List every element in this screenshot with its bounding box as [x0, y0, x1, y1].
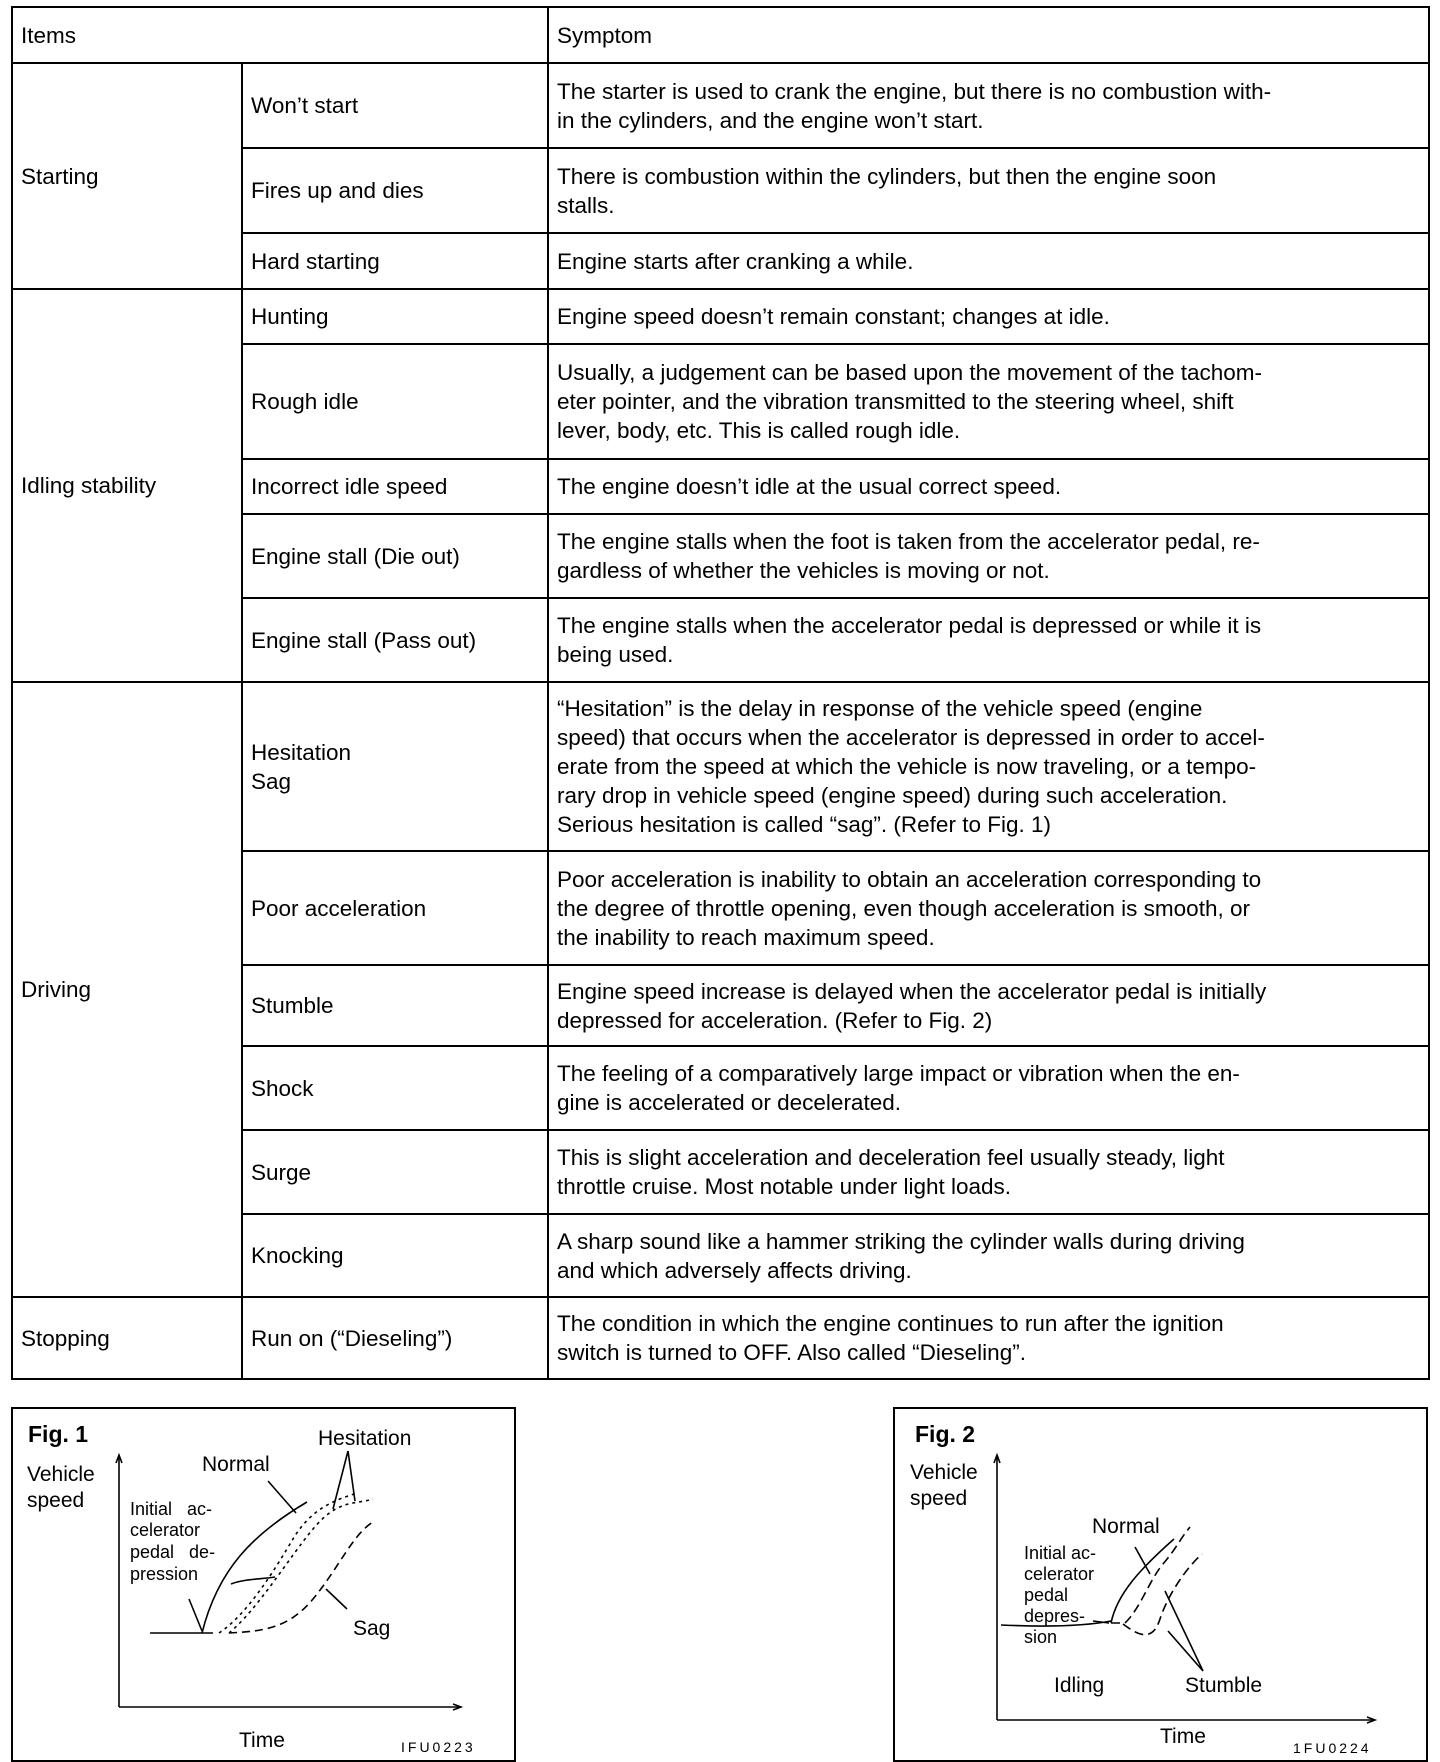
fig2-initial-line5: sion [1024, 1627, 1058, 1647]
item-cell: Knocking [242, 1214, 548, 1297]
table-header-row [12, 7, 1429, 63]
fig1-normal-pointer [268, 1481, 296, 1513]
fig1-hesitation-label: Hesitation [318, 1427, 412, 1450]
item-cell: Fires up and dies [242, 148, 548, 233]
fig1-initial-leader [231, 1577, 275, 1584]
item-cell: Surge [242, 1130, 548, 1214]
symptom-cell: The engine doesn’t idle at the usual correct speed. [548, 459, 1429, 514]
fig2-normal-label: Normal [1092, 1515, 1160, 1538]
category-cell: Stopping [12, 1297, 242, 1379]
symptom-cell: “Hesitation” is the delay in response of the vehicle speed (engine speed) that occurs when the accelerator is depressed in order to accel- erate from the speed at which the vehicle is now traveling, or a tempo- rary drop in vehicle speed (engine speed) during such acceleration. Serious hesitation is called “sag”. (Refer to Fig. 1) [548, 682, 1429, 851]
fig1-ylabel-line1: Vehicle [27, 1463, 95, 1486]
symptom-cell: Engine speed increase is delayed when the accelerator pedal is initially depressed for acceleration. (Refer to Fig. 2) [548, 965, 1429, 1046]
item-cell: Shock [242, 1046, 548, 1130]
fig1-title: Fig. 1 [28, 1421, 89, 1447]
figure-1-diagram [13, 1409, 514, 1760]
fig2-initial-line2: celerator [1024, 1564, 1095, 1584]
fig1-sag-curve [229, 1522, 373, 1633]
table-row [12, 1297, 1429, 1379]
fig2-stumble-curve-2 [1123, 1554, 1202, 1635]
symptom-cell: A sharp sound like a hammer striking the cylinder walls during driving and which adversely affects driving. [548, 1214, 1429, 1297]
fig1-hesitation-curve-2 [229, 1499, 373, 1633]
symptom-cell: Engine starts after cranking a while. [548, 233, 1429, 289]
item-cell: Won’t start [242, 63, 548, 148]
item-cell: Incorrect idle speed [242, 459, 548, 514]
item-cell: Poor acceleration [242, 851, 548, 965]
symptom-table [11, 6, 1430, 1380]
fig1-xlabel: Time [239, 1729, 285, 1752]
header-symptom: Symptom [548, 7, 1429, 63]
table-row [12, 682, 1429, 851]
table-row [12, 63, 1429, 148]
fig1-initial-line3: pedal de- [130, 1542, 216, 1562]
item-cell: Hesitation Sag [242, 682, 548, 851]
category-cell: Driving [12, 682, 242, 1297]
symptom-cell: The feeling of a comparatively large impact or vibration when the en- gine is accelerated or decelerated. [548, 1046, 1429, 1130]
fig2-stumble-pointers [1165, 1591, 1203, 1671]
item-cell: Engine stall (Pass out) [242, 598, 548, 682]
fig2-title: Fig. 2 [915, 1421, 976, 1447]
figure-2-diagram [895, 1409, 1426, 1760]
fig2-initial-line1: Initial ac- [1024, 1543, 1097, 1563]
fig1-ylabel-line2: speed [27, 1489, 85, 1512]
symptom-cell: Poor acceleration is inability to obtain an acceleration corresponding to the degree of throttle opening, even though acceleration is smooth, or the inability to reach maximum speed. [548, 851, 1429, 965]
category-cell: Starting [12, 63, 242, 289]
symptom-cell: Usually, a judgement can be based upon the movement of the tachom- eter pointer, and the vibration transmitted to the steering wheel, shift lever, body, etc. This is called rough idle. [548, 344, 1429, 459]
table-row [12, 289, 1429, 344]
item-cell: Rough idle [242, 344, 548, 459]
fig2-normal-curve [1111, 1539, 1174, 1623]
fig1-sag-label: Sag [353, 1617, 391, 1640]
category-cell: Idling stability [12, 289, 242, 682]
fig1-initial-pointer [189, 1599, 202, 1631]
fig2-initial-line3: pedal [1024, 1585, 1069, 1605]
fig2-idling-label: Idling [1054, 1674, 1105, 1697]
fig1-initial-line1: Initial ac- [130, 1499, 213, 1519]
item-cell: Stumble [242, 965, 548, 1046]
item-cell: Hard starting [242, 233, 548, 289]
fig1-normal-curve [202, 1502, 307, 1633]
item-cell: Run on (“Dieseling”) [242, 1297, 548, 1379]
fig1-initial-line4: pression [130, 1564, 199, 1584]
symptom-cell: The starter is used to crank the engine, but there is no combustion with- in the cylinders, and the engine won’t start. [548, 63, 1429, 148]
symptom-cell: The engine stalls when the foot is taken from the accelerator pedal, re- gardless of whether the vehicles is moving or not. [548, 514, 1429, 598]
fig1-code: IFU0223 [401, 1739, 476, 1755]
figure-2-stumble [893, 1407, 1428, 1762]
symptom-cell: The condition in which the engine continues to run after the ignition switch is turned to OFF. Also called “Dieseling”. [548, 1297, 1429, 1379]
symptom-cell: There is combustion within the cylinders, but then the engine soon stalls. [548, 148, 1429, 233]
fig1-hesitation-pointers [333, 1451, 355, 1509]
fig2-stumble-curve-1 [1111, 1527, 1190, 1623]
symptom-cell: This is slight acceleration and deceleration feel usually steady, light throttle cruise. Most notable under light loads. [548, 1130, 1429, 1214]
figure-1-hesitation-sag [11, 1407, 516, 1762]
fig1-initial-line2: celerator [130, 1520, 201, 1540]
symptom-cell: The engine stalls when the accelerator pedal is depressed or while it is being used. [548, 598, 1429, 682]
fig1-sag-pointer [326, 1589, 347, 1609]
symptom-cell: Engine speed doesn’t remain constant; changes at idle. [548, 289, 1429, 344]
fig2-ylabel-line1: Vehicle [910, 1461, 978, 1484]
fig1-normal-label: Normal [202, 1453, 270, 1476]
fig2-stumble-label: Stumble [1185, 1674, 1263, 1697]
fig2-ylabel-line2: speed [910, 1487, 968, 1510]
item-cell: Hunting [242, 289, 548, 344]
fig2-initial-line4: depres- [1024, 1606, 1086, 1626]
fig2-code: 1FU0224 [1293, 1740, 1372, 1756]
header-items: Items [12, 7, 548, 63]
item-cell: Engine stall (Die out) [242, 514, 548, 598]
fig2-xlabel: Time [1160, 1725, 1206, 1748]
